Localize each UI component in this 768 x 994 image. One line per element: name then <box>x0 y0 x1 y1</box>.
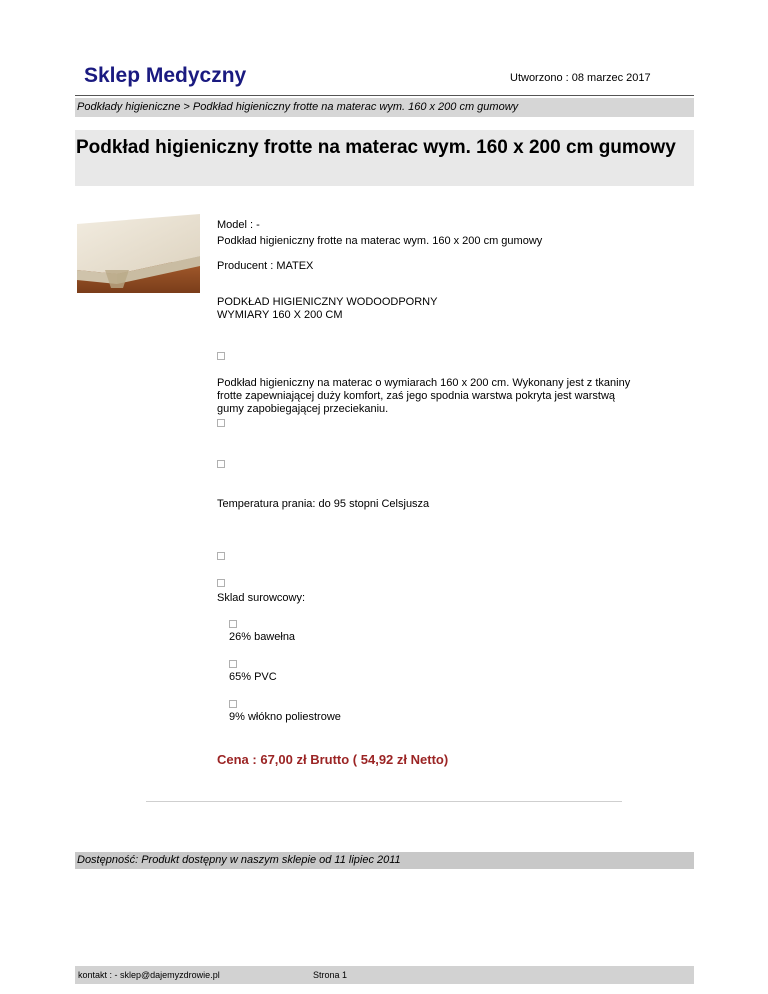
product-image <box>77 214 200 293</box>
washing-temperature: Temperatura prania: do 95 stopni Celsjusza <box>217 498 430 510</box>
bullet-icon <box>217 419 225 427</box>
bullet-icon <box>217 552 225 560</box>
breadcrumb: Podkłady higieniczne > Podkład higieniczny frotte na materac wym. 160 x 200 cm gumowy <box>75 98 694 117</box>
footer-contact: kontakt : - sklep@dajemyzdrowie.pl <box>78 970 220 980</box>
product-headline-2: WYMIARY 160 X 200 CM <box>217 309 343 321</box>
product-description-line-2: frotte zapewniającej duży komfort, zaś jego spodnia warstwa pokryta jest warstwą <box>217 390 616 402</box>
content-divider <box>146 801 622 802</box>
product-name: Podkład higieniczny frotte na materac wym. 160 x 200 cm gumowy <box>217 235 543 247</box>
site-title: Sklep Medyczny <box>84 64 247 87</box>
created-date: Utworzono : 08 marzec 2017 <box>510 72 651 84</box>
price: Cena : 67,00 zł Brutto ( 54,92 zł Netto) <box>217 752 449 767</box>
composition-label: Sklad surowcowy: <box>217 592 306 604</box>
page-title: Podkład higieniczny frotte na materac wym. 160 x 200 cm gumowy <box>76 137 676 158</box>
composition-item: 26% bawełna <box>229 631 296 643</box>
bullet-icon <box>229 700 237 708</box>
product-producer: Producent : MATEX <box>217 260 314 272</box>
bullet-icon <box>217 352 225 360</box>
product-description-line-3: gumy zapobiegającej przeciekaniu. <box>217 403 389 415</box>
composition-item: 9% włókno poliestrowe <box>229 711 341 723</box>
product-description-line-1: Podkład higieniczny na materac o wymiarach 160 x 200 cm. Wykonany jest z tkaniny <box>217 377 631 389</box>
bullet-icon <box>217 579 225 587</box>
page-number: Strona 1 <box>313 970 348 980</box>
product-headline-1: PODKŁAD HIGIENICZNY WODOODPORNY <box>217 296 438 308</box>
product-model: Model : - <box>217 219 260 231</box>
composition-item: 65% PVC <box>229 671 277 683</box>
availability: Dostępność: Produkt dostępny w naszym sklepie od 11 lipiec 2011 <box>75 852 694 869</box>
bullet-icon <box>217 460 225 468</box>
bullet-icon <box>229 620 237 628</box>
bullet-icon <box>229 660 237 668</box>
header-divider <box>75 95 694 96</box>
